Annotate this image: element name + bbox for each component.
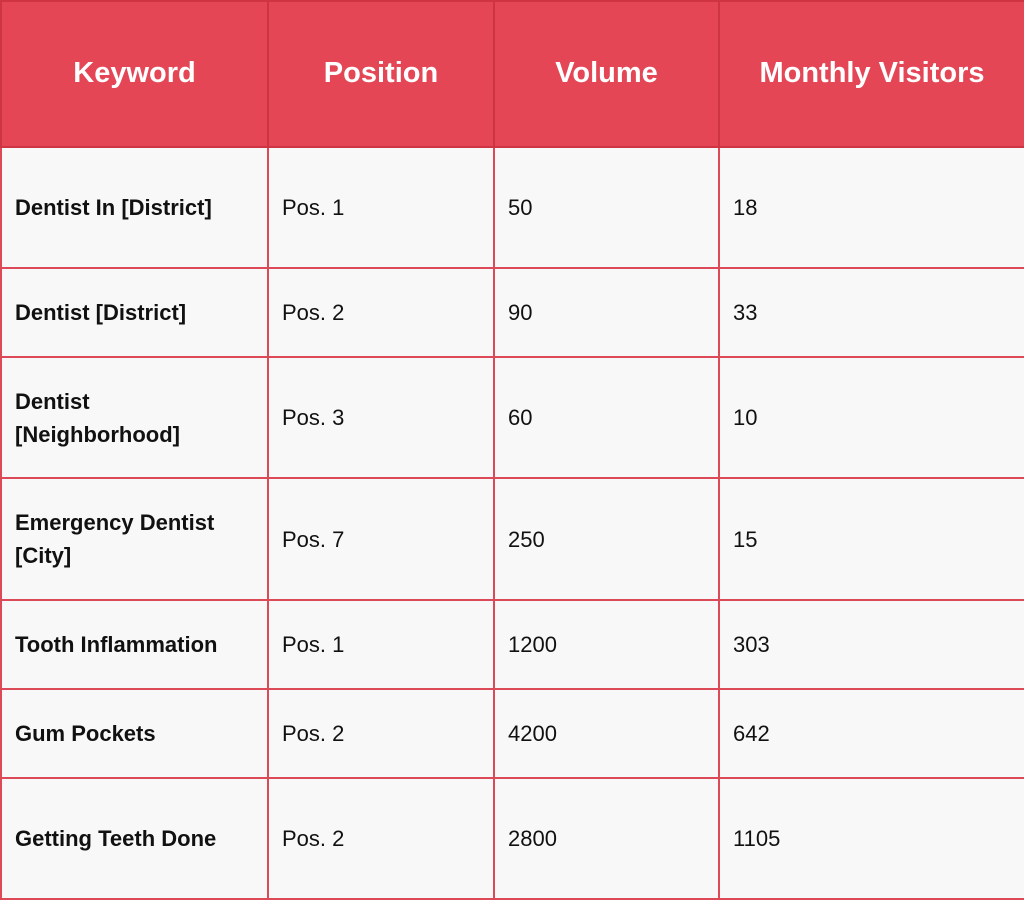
keyword-cell: Emergency Dentist [City] bbox=[1, 478, 268, 599]
visitors-cell: 303 bbox=[719, 600, 1024, 689]
keyword-cell: Dentist In [District] bbox=[1, 147, 268, 268]
header-position: Position bbox=[268, 1, 494, 147]
keyword-cell: Dentist [District] bbox=[1, 268, 268, 357]
volume-cell: 2800 bbox=[494, 778, 719, 899]
table-row bbox=[1, 689, 1024, 778]
table-row bbox=[1, 478, 1024, 599]
position-cell: Pos. 2 bbox=[268, 689, 494, 778]
position-cell: Pos. 7 bbox=[268, 478, 494, 599]
visitors-cell: 18 bbox=[719, 147, 1024, 268]
position-cell: Pos. 3 bbox=[268, 357, 494, 478]
header-monthly-visitors: Monthly Visitors bbox=[719, 1, 1024, 147]
header-volume: Volume bbox=[494, 1, 719, 147]
keyword-cell: Tooth Inflammation bbox=[1, 600, 268, 689]
volume-cell: 4200 bbox=[494, 689, 719, 778]
visitors-cell: 642 bbox=[719, 689, 1024, 778]
table-header-row bbox=[1, 1, 1024, 147]
keyword-cell: Dentist [Neighborhood] bbox=[1, 357, 268, 478]
volume-cell: 1200 bbox=[494, 600, 719, 689]
table-row bbox=[1, 268, 1024, 357]
volume-cell: 50 bbox=[494, 147, 719, 268]
table-row bbox=[1, 778, 1024, 899]
keyword-cell: Gum Pockets bbox=[1, 689, 268, 778]
visitors-cell: 15 bbox=[719, 478, 1024, 599]
table-row bbox=[1, 357, 1024, 478]
header-keyword: Keyword bbox=[1, 1, 268, 147]
table-row bbox=[1, 600, 1024, 689]
visitors-cell: 10 bbox=[719, 357, 1024, 478]
table-row bbox=[1, 147, 1024, 268]
volume-cell: 60 bbox=[494, 357, 719, 478]
position-cell: Pos. 1 bbox=[268, 600, 494, 689]
volume-cell: 90 bbox=[494, 268, 719, 357]
visitors-cell: 33 bbox=[719, 268, 1024, 357]
keyword-cell: Getting Teeth Done bbox=[1, 778, 268, 899]
volume-cell: 250 bbox=[494, 478, 719, 599]
position-cell: Pos. 2 bbox=[268, 268, 494, 357]
position-cell: Pos. 2 bbox=[268, 778, 494, 899]
visitors-cell: 1105 bbox=[719, 778, 1024, 899]
position-cell: Pos. 1 bbox=[268, 147, 494, 268]
